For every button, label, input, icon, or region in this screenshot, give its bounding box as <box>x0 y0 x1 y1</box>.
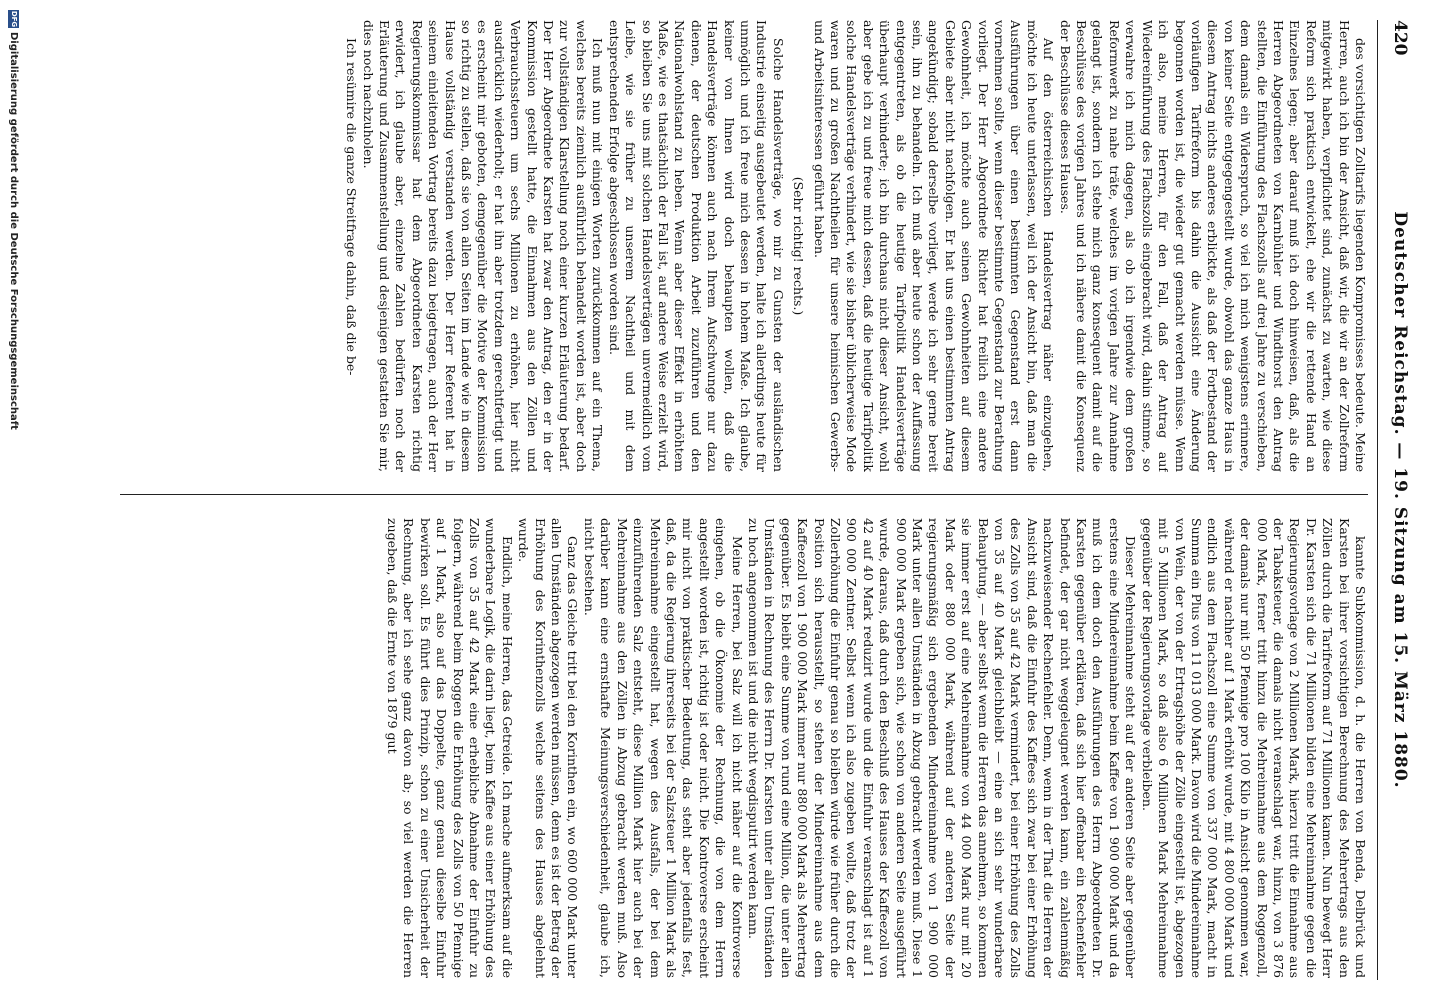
column-divider <box>120 494 1368 495</box>
paragraph: des vorsichtigen Zolltarifs liegenden Kompromisses bedeute. Meine Herren, auch ich bin der Ansicht, daß wir, die wir an der Zollreform mitgewirkt haben, verpflichtet sind, zunächst zu warten, wie diese Reform sich praktisch entwickelt, ehe wir die rettende Hand an Einzelnes legen; aber darauf muß ich doch hinweisen, daß, als die Herren Abgeordneten von Karnbühler und Windthorst den Antrag stellten, die Einführung des Flachszolls auf drei Jahre zu verschieben, dem damals ein Widerspruch, so viel ich mich wenigstens erinnere, von keiner Seite entgegengestellt wurde, obwohl das ganze Haus in diesem Antrag nichts anderes erblickte, als daß der Fortbestand der vorläufigen Tarifreform bis dahin die Aussicht eine Änderung begonnen worden ist, die wieder gut gemacht werden müsse. Wenn ich also, meine Herren, für den Fall, daß der Antrag auf Wiedereinführung des Flachszolls eingebracht wird, dahin stimme, so verwahre ich mich dagegen, als ob ich irgendwie dem großen Reformwerk zu nahe träte, welches im vorigen Jahre zur Annahme gelangt ist, sondern ich stehe mich ganz konsequent damit auf die Beschlüsse des vorigen Jahres und ich nähere damit die Konsequenz der Beschlüsse dieses Hauses. <box>1057 20 1368 472</box>
footer-credit: Digitalisierung gefördert durch die Deutsche Forschungsgemeinschaft <box>8 32 20 430</box>
digitization-footer <box>6 10 22 430</box>
paragraph: Endlich, meine Herren, das Getreide. Ich mache aufmerksam auf die wunderbare Logik, die darin liegt, beim Kaffee aus einer Erhöhung des Zolls von 35 auf 42 Mark eine erhebliche Abnahme der Einfuhr zu folgern, während beim Roggen die Erhöhung des Zolls von 50 Pfennige auf 1 Mark, also auf das Doppelte, ganz genau dieselbe Einfuhr bewirken soll. Es führt dies Prinzip, schon zu einer Unsicherheit der Rechnung, aber ich sehe ganz davon ab; so viel werden die Herren zugeben, daß die Ernte von 1879 gut <box>385 518 515 978</box>
right-text-column <box>120 518 1368 978</box>
paragraph: Ich resümire die ganze Streitfrage dahin, daß die be- <box>344 38 360 376</box>
paragraph: Ganz das Gleiche tritt bei den Korinthen ein, wo 600 000 Mark unter allen Umständen abgezogen werden müssen, denn es ist der Betrag der Erhöhung des Korinthenzolls welche seitens des Hauses abgelehnt wurde. <box>516 518 581 978</box>
dfg-logo-icon: DFG <box>10 10 19 28</box>
left-text-column <box>120 20 1368 472</box>
paragraph: Meine Herren, bei Salz will ich nicht näher auf die Kontroverse eingehen, ob die Ökonomie der Rechnung, die von dem Herrn angestellt worden ist, richtig ist oder nicht. Die Kontroverse erscheint mir nicht von praktischer Bedeutung, das steht aber jedenfalls fest, daß, da die Regierung ihrerseits bei der Salzsteuer 1 Million Mark als Mehreinnahme eingestellt hat, wegen des Ausfalls, der bei dem einzuführenden Salz entsteht, diese Million Mark hier auch bei der Mehreinnahme aus den Zöllen in Abzug gebracht werden muß. Also darüber kann eine ernsthafte Meinungsverschiedenheit, glaube ich, nicht bestehen. <box>581 518 745 978</box>
interjection: (Sehr richtig! rechts.) <box>791 176 807 316</box>
paragraph: Solche Handelsverträge, wo mir zu Gunsten der ausländischen Industrie einseitig ausgebeutet werden, halte ich allerdings heute für unmöglich und ich freue mich dessen in hohem Maße. Ich glaube, keiner von Ihnen wird doch behaupten wollen, daß die Handelsverträge können auch nach Ihrem Aufschwunge nur dazu dienen, der deutschen Produktion Arbeit zuzuführen und den Nationalwohlstand zu heben. Wenn aber dieser Effekt in erhöhtem Maße, wie es thatsächlich der Fall ist, auf andere Weise erzielt wird, so bleiben Sie uns mit solchen Handelsverträgen unvermeidlich vom Leibe, wie sie früher zu unserem Nachtheil und mit dem entsprechenden Erfolge abgeschlossen worden sind. <box>606 20 786 472</box>
paragraph: kannte Subkommission, d. h. die Herren von Benda, Delbrück und Karsten bei ihrer vorsichtigen Berechnung des Mehrertrags aus den Zöllen durch die Tarifreform auf 71 Millionen kamen. Nun bewegt Herr Dr. Karsten sich die 71 Millionen bilden eine Mehreinnahme gegen die Regierungsvorlage von 2 Millionen Mark, hierzu tritt die Einnahme aus der Tabaksteuer, die damals nicht veranschlagt war, hinzu, von 3 876 000 Mark, ferner tritt hinzu die Mehreinnahme aus dem Roggenzoll, der damals nur mit 50 Pfennige pro 100 Kilo in Ansicht genommen war, während er nachher auf 1 Mark erhöht wurde, mit 4 800 000 Mark und endlich aus dem Flachszoll eine Summe von 337 000 Mark, macht in Summa ein Plus von 11 013 000 Mark. Davon wird die Mindereinnahme von Wein, der von der Ertragshöhe der Zölle eingestellt ist, abgezogen mit 5 Millionen Mark, so daß also 6 Millionen Mark Mehreinnahme gegenüber der Regierungsvorlage verbleiben. <box>1139 518 1368 978</box>
page-number: 420 <box>1390 20 1410 56</box>
paragraph: Ich muß nun mit einigen Worten zurückkommen auf ein Thema, welches bereits ziemlich ausführlich behandelt worden ist, aber doch zur vollständigen Klarstellung noch einer kurzen Erläuterung bedarf. Der Herr Abgeordnete Karsten hat zwar den Antrag, den er in der Kommission gestellt hatte, die Einnahmen aus den Zöllen und Verbrauchssteuern um sechs Millionen zu erhöhen, hier nicht ausdrücklich wiederholt; er hat ihn aber trotzdem gerechtfertigt und es erscheint mir geboten, demgegenüber die Motive der Kommission so richtig zu stellen, daß sie von allen Seiten im Lande wie in diesem Hause vollständig verstanden werden. Der Herr Referent hat in seinem einleitenden Vortrag bereits dazu beigetragen, auch der Herr Regierungskommissar hat dem Abgeordneten Karsten richtig erwidert, ich glaube aber, einzelne Zahlen bedürfen noch der Erläuterung und Zusammenstellung und desjenigen gestatten Sie mir, dies noch nachzuholen. <box>360 20 606 472</box>
page-title: Deutscher Reichstag. — 19. Sitzung am 15. März 1880. <box>1390 211 1410 789</box>
paragraph: Auf den österreichischen Handelsvertrag näher einzugehen, möchte ich heute unterlassen, weil ich der Ansicht bin, daß man die Ausführungen über einen bestimmten Gegenstand erst dann vornehmen sollte, wenn dieser bestimmte Gegenstand zur Berathung vorliegt. Der Herr Abgeordnete Richter hat freilich eine andere Gewohnheit, ich möchte auch seinen Gewohnheiten auf diesem Gebiete aber nicht nachfolgen. Er hat uns einen bestimmten Antrag angekündigt; sobald derselbe vorliegt, werde ich sehr gerne bereit sein, ihn zu behandeln. Ich muß aber heute schon der Auffassung entgegentreten, als ob die heutige Tarifpolitik Handelsverträge überhaupt verhinderte; ich bin durchaus nicht dieser Ansicht, wohl aber gebe ich zu und freue mich dessen, daß die heutige Tarifpolitik solche Handelsverträge verhindert, wie sie bisher üblicherweise Mode waren und zu großen Nachtheilen für unsere heimischen Gewerbs- und Arbeitsinteressen geführt haben. <box>811 20 1057 472</box>
paragraph: Dieser Mehreinnahme steht auf der anderen Seite aber gegenüber erstens eine Mindereinnahme beim Kaffee von 1 900 000 Mark und da muß ich dem doch den Ausführungen des Herrn Abgeordneten Dr. Karsten gegenüber erklären, daß sich hier offenbar ein Rechenfehler befindet, der gar nicht weggeleugnet werden kann, ein zahlenmäßig nachzuweisender Rechenfehler. Denn, wenn in der That die Herren der Ansicht sind, daß die Einfuhr des Kaffees sich zwar bei einer Erhöhung des Zolls von 35 auf 42 Mark vermindert, bei einer Erhöhung des Zolls von 35 auf 40 Mark gleichbleibt — eine an sich sehr wunderbare Behauptung, — aber selbst wenn die Herren das annehmen, so kommen sie immer erst auf eine Mehreinnahme von 44 000 Mark nur mit 20 Mark oder 880 000 Mark, während auf der anderen Seite der regierungsmäßig sich ergebenden Mindereinnahme von 1 900 000 Mark unter allen Umständen in Abzug gebracht werden muß. Diese 1 900 000 Mark ergeben sich, wie schon von anderen Seite ausgeführt wurde, daraus, daß durch den Beschluß des Hauses der Kaffeezoll von 42 auf 40 Mark reduzirt wurde und die Einfuhr veranschlagt ist auf 1 900 000 Zentner. Selbst wenn ich also zugeben wollte, daß trotz der Zollerhöhung die Einfuhr genau so bleiben würde wie früher durch die Position sich herausstellt, so stehen der Mindereinnahme aus dem Kaffeezoll von 1 900 000 Mark immer nur 880 000 Mark als Mehrertrag gegenüber. Es bleibt eine Summe von rund eine Million, die unter allen Umständen in Rechnung des Herrn Dr. Karsten unter allen Umständen zu hoch angenommen ist und die nicht wegdisputirt werden kann. <box>745 518 1139 978</box>
page-header <box>1377 20 1418 980</box>
